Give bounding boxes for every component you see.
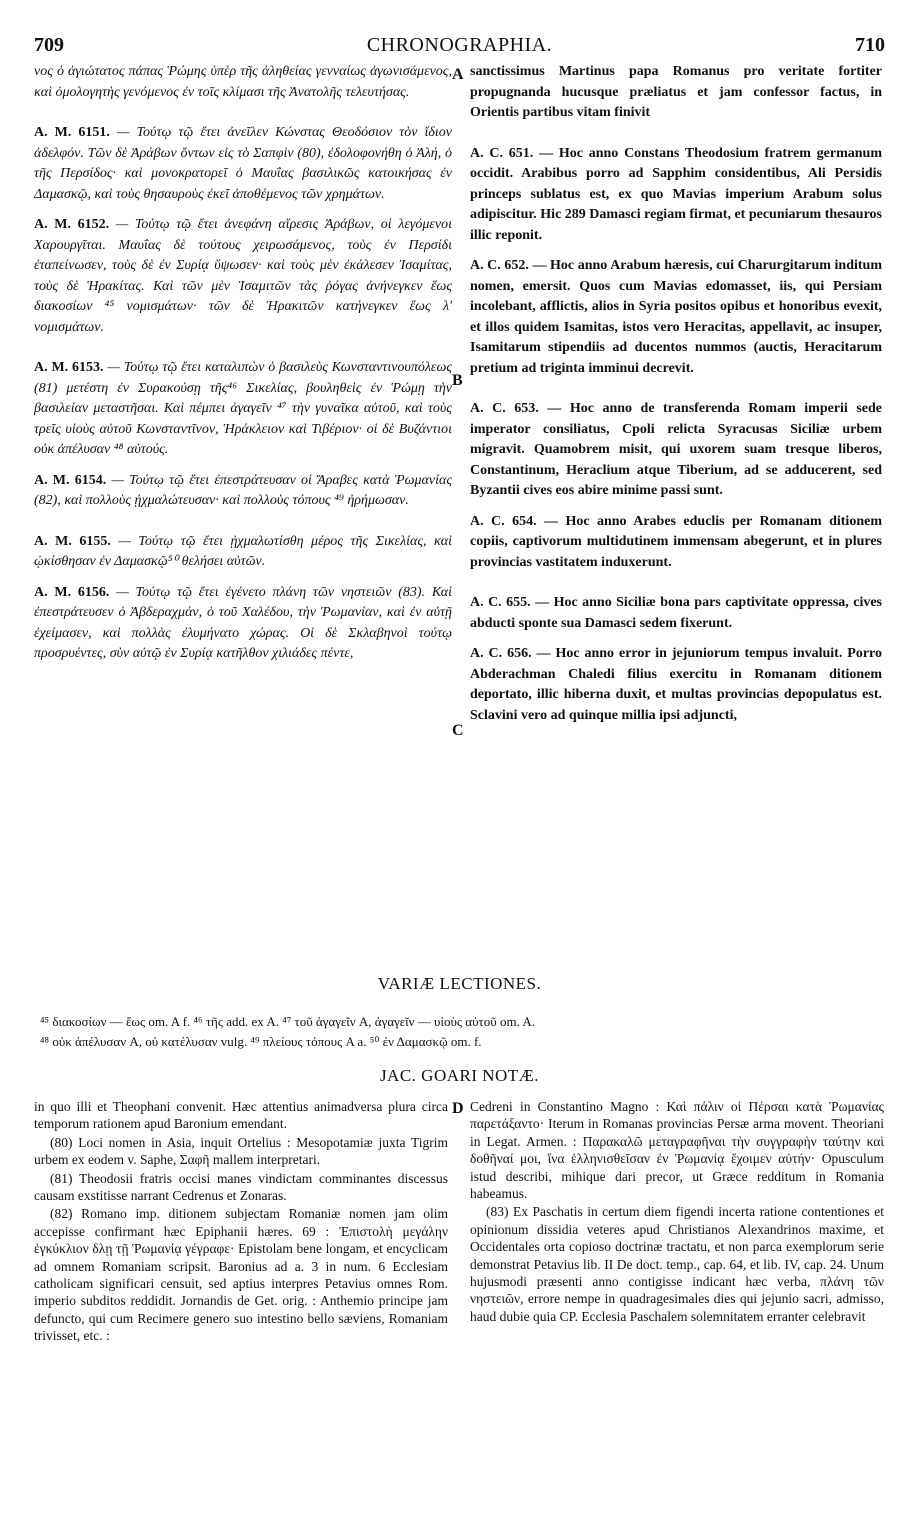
greek-entry-6151 bbox=[34, 123, 452, 205]
notes-left-column bbox=[34, 1098, 448, 1346]
latin-text-656: — Hoc anno error in jejuniorum tempus invaluit. Porro Abderachman Chaledi filius exercitu in Romanam ditionem deportato, illic hiberna duxit, et multas provincias depopulatus est. Sclavini vero ad quinque millia ipsi adjuncti, bbox=[470, 646, 882, 723]
varia-lines bbox=[40, 1012, 879, 1052]
latin-text-655: — Hoc anno Siciliæ bona pars captivitate oppressa, cives abducti sponte sua Damasci sedem fixerunt. bbox=[470, 595, 882, 631]
greek-entry-6153 bbox=[34, 358, 452, 461]
latin-year-653: A. C. 653. bbox=[470, 401, 539, 416]
note-82: (82) Romano imp. ditionem subjectam Romaniæ nomen jam olim accepisse confirmant hæc Epiphanii hæres. 69 : Ἐπιστολὴ μεγάλην ἐγκύκλιον δλῃ τῇ Ῥωμανίᾳ γέγραφε· Epistolam bene longam, et encyclicam ad omnem Romaniam scripsit. Baronius ad a. 3 in num. 6 Ecclesiam catholicam significari censuit, sed aptius interpres Petavius omnes Rom. imperio subditos reddidit. Jornandis de Get. orig. : Anthemio principe jam defuncto, qui cum Recimere genero suo intestino bello sæviens, Romaniam trivisset, etc. : bbox=[34, 1206, 448, 1344]
note-81: (81) Theodosii fratris occisi manes vindictam comminantes discessus causam exstitisse narrant Cedrenus et Zonaras. bbox=[34, 1170, 448, 1204]
section-marker-c: C bbox=[452, 722, 464, 739]
latin-entry-651 bbox=[470, 144, 882, 247]
greek-intro: νος ὁ ἁγιώτατος πάπας Ῥώμης ὑπὲρ τῆς ἀληθείας γενναίως ἀγωνισάμενος, καὶ ὁμολογητὴς γενόμενος ἐν τοῖς κλίμασι τῆς Ἀνατολῆς τελευτήσας. bbox=[34, 64, 452, 100]
greek-entry-6152 bbox=[34, 215, 452, 338]
latin-year-655: A. C. 655. bbox=[470, 595, 531, 610]
latin-year-656: A. C. 656. bbox=[470, 646, 532, 661]
greek-year-6155: A. M. 6155. bbox=[34, 533, 111, 549]
latin-text-654: — Hoc anno Arabes educlis per Romanam ditionem copiis, captivorum multidutinem immensam abegerunt, et in plures provincias vastitatem induxerunt. bbox=[470, 513, 882, 570]
greek-year-6154: A. M. 6154. bbox=[34, 472, 107, 488]
notes-right-column bbox=[470, 1098, 884, 1326]
greek-text-6151: — Τούτῳ τῷ ἔτει ἀνεῖλεν Κώνστας Θεοδόσιον τὸν ἴδιον ἀδελφόν. Τῶν δὲ Ἀράβων ὄντων εἰς τὸ Σαπφὶν (80), ἐδολοφονήθη ὁ Ἀλή, ὁ τῆς Περσίδος· καὶ μονοκρατορεῖ ὁ Μαυΐας βασιλικῶς κατοικήσας ἐν Δαμασκῷ, καὶ τοὺς θησαυροὺς ἐκεῖ ἀποθέμενος τῶν χρημάτων. bbox=[34, 125, 453, 202]
greek-year-6156: A. M. 6156. bbox=[34, 584, 110, 600]
section-marker-d: D bbox=[452, 1100, 464, 1117]
latin-text-651: — Hoc anno Constans Theodosium fratrem germanum occidit. Arabibus porro ad Sapphim considentibus, Ali Persidis princeps sublatus est, ex quo Mavias imperium Arabum solus adipiscitur. Hic 289 Damasci regiam firmat, et pecuniarum thesauros illic reponit. bbox=[470, 145, 882, 243]
varia-heading: VARIÆ LECTIONES. bbox=[377, 974, 542, 993]
latin-entry-652 bbox=[470, 256, 882, 379]
note-80: (80) Loci nomen in Asia, inquit Ortelius : Mesopotamiæ juxta Tigrim urbem ex eodem v. Saphe, Σαφῆ mallem interpretari. bbox=[34, 1134, 448, 1168]
greek-text-6152: — Τούτῳ τῷ ἔτει ἀνεφάνη αἵρεσις Ἀράβων, οἱ λεγόμενοι Χαρουργῖται. Μαυΐας δὲ τούτους χειρωσάμενος, τοὺς ἐν Περσίδι ἐταπείνωσεν, τοὺς δὲ ἐν Συρίᾳ ὕψωσεν· καὶ τοὺς μὲν ἐκάλεσεν Ἰσαμίτας, τοὺς δὲ Ἡρακίτας. Καὶ τῶν μὲν Ἰσαμιτῶν τὰς ῥόγας ἀνήνεγκεν ἕως διακοσίων ⁴⁵ νομισμάτων· τῶν δὲ Ἡρακιτῶν κατήνεγκεν ἕως λʹ νομισμάτων. bbox=[34, 217, 452, 335]
greek-entry-6154 bbox=[34, 471, 452, 512]
greek-entry-6156 bbox=[34, 583, 452, 665]
greek-text-6156: — Τούτῳ τῷ ἔτει ἐγένετο πλάνη τῶν νηστειῶν (83). Καὶ ἐπεστράτευσεν ὁ Ἀβδεραχμάν, ὁ τοῦ Χαλέδου, τὴν Ῥωμανίαν, καὶ ἐν αὐτῇ ἐχείμασεν, καὶ πολλὰς ἐλυμήνατο χώρας. Οἱ δὲ Σκλαβηνοὶ τούτῳ προσρυέντες, σὺν αὐτῷ ἐν Συρίᾳ κατῆλθον χιλιάδες πέντε, bbox=[34, 584, 452, 661]
latin-year-654: A. C. 654. bbox=[470, 513, 537, 529]
latin-entry-654 bbox=[470, 512, 882, 574]
note-83: (83) Ex Paschatis in certum diem figendi incerta ratione contentiones et opinionum dissidia veteres apud Christianos Alexandrinos maxime, et Occidentales orta copioso doctrinæ tractatu, et non parca exemplorum serie demonstrat Petavius lib. II De doct. temp., cap. 64, et lib. IV, cap. 24. Unum hujusmodi præsenti anno contigisse indicant hæc verba, πλάνη τῶν νηστειῶν, errore nempe in quadragesimales dies qui jejunio sacri, admisso, haud dubie quia CP. Ecclesia Paschalem solemnitatem erranter celebravit bbox=[470, 1204, 884, 1324]
greek-text-6154: — Τούτῳ τῷ ἔτει ἐπεστράτευσαν οἱ Ἄραβες κατὰ Ῥωμανίας (82), καὶ πολλοὺς ᾐχμαλώτευσαν· καὶ πολλοὺς τόπους ⁴⁹ ἠρήμωσαν. bbox=[34, 472, 453, 508]
greek-year-6152: A. M. 6152. bbox=[34, 217, 110, 232]
page-number-right: 710 bbox=[855, 34, 885, 56]
latin-entry-653 bbox=[470, 399, 882, 502]
greek-year-6151: A. M. 6151. bbox=[34, 125, 110, 140]
varia-line: ⁴⁵ διακοσίων — ἕως om. A f. ⁴⁶ τῆς add. ex A. ⁴⁷ τοῦ ἀγαγεῖν A, ἀγαγεῖν — υἱοὺς αὐτοῦ om. A. bbox=[40, 1014, 535, 1029]
notes-heading: JAC. GOARI NOTÆ. bbox=[379, 1066, 540, 1085]
note-paragraph: in quo illi et Theophani convenit. Hæc attentius animadversa plura circa temporum rationem apud Baronium emendant. bbox=[34, 1099, 448, 1132]
greek-year-6153: A. M. 6153. bbox=[34, 360, 104, 375]
latin-year-651: A. C. 651. bbox=[470, 145, 534, 161]
greek-text-6153: — Τούτῳ τῷ ἔτει καταλιπὼν ὁ βασιλεὺς Κωνσταντινουπόλεως (81) μετέστη ἐν Συρακούσῃ τῆς⁴⁶ Σικελίας, βουληθεὶς ἐν Ῥώμῃ τὴν βασιλείαν μεταστῆσαι. Καὶ πέμπει ἀγαγεῖν ⁴⁷ τὴν γυναῖκα αὐτοῦ, καὶ τοὺς τρεῖς υἱοὺς αὐτοῦ Κωνσταντῖνον, Ἡράκλειον καὶ Τιβέριον· οἱ δὲ Βυζάντιοι οὐκ ἀπέλυσαν ⁴⁸ αὐτούς. bbox=[34, 360, 453, 457]
latin-intro: sanctissimus Martinus papa Romanus pro veritate fortiter propugnanda hucusque præliatus et jam confessor factus, in Orientis partibus vitam finivit bbox=[470, 64, 882, 120]
varia-line: ⁴⁸ οὐκ ἀπέλυσαν A, οὐ κατέλυσαν vulg. ⁴⁹ πλείους τόπους A a. ⁵⁰ ἐν Δαμασκῷ om. f. bbox=[40, 1034, 482, 1049]
latin-year-652: A. C. 652. bbox=[470, 258, 529, 273]
latin-text-653: — Hoc anno de transferenda Romam imperii sede imperator consiliatus, Cpoli relicta Syracusas Siciliæ urbem migravit. Quamobrem misit, qui uxorem suam tresque liberos, Constantinum, Heraclium atque Tiberium, ad se adducerent, sed Byzantii cives eos abire minime passi sunt. bbox=[470, 401, 882, 498]
latin-column bbox=[470, 62, 882, 746]
section-marker-a: A bbox=[452, 66, 464, 83]
section-marker-b: B bbox=[452, 372, 463, 389]
latin-entry-656 bbox=[470, 644, 882, 726]
page-number-left: 709 bbox=[34, 34, 64, 56]
latin-text-652: — Hoc anno Arabum hæresis, cui Charurgitarum inditum nomen, emersit. Quos cum Mavias edomasset, iis, qui Persiam incolebant, afflictis, alios in Syria positos opibus et honoribus evexit, et illos quidem Isamitas, istos vero Heracitas, appellavit, ac insuper, Isamitarum stipendiis ad ducentos nummos (auctis, Heracitarum pretium ad triginta imminui decrevit. bbox=[470, 258, 882, 376]
note-paragraph: Cedreni in Constantino Magno : Καὶ πάλιν οἱ Πέρσαι κατὰ Ῥωμανίας παρετάξαντο· Iterum in Romanas provincias Persæ arma movent. Theoriani in Legat. Armen. : Παρακαλῶ μεταγραφῆναι τὴν συγγραφὴν ταύτην καὶ δοθῆναί μοι, ἵνα ἑλληνισθεῖσαν ἐν Ῥωμανίᾳ ἔχοιμεν αὐτήν· Opusculum istud describi, mihique dari precor, ut Græce redditum in Romania habeamus. bbox=[470, 1099, 884, 1202]
page-title: CHRONOGRAPHIA. bbox=[366, 34, 553, 56]
running-head bbox=[34, 34, 885, 58]
greek-text-6155: — Τούτῳ τῷ ἔτει ᾐχμαλωτίσθη μέρος τῆς Σικελίας, καὶ ᾠκίσθησαν ἐν Δαμασκῷ⁵⁰ θελήσει αὐτῶν. bbox=[34, 533, 453, 569]
greek-entry-6155 bbox=[34, 532, 452, 573]
greek-column bbox=[34, 62, 452, 685]
latin-entry-655 bbox=[470, 593, 882, 634]
